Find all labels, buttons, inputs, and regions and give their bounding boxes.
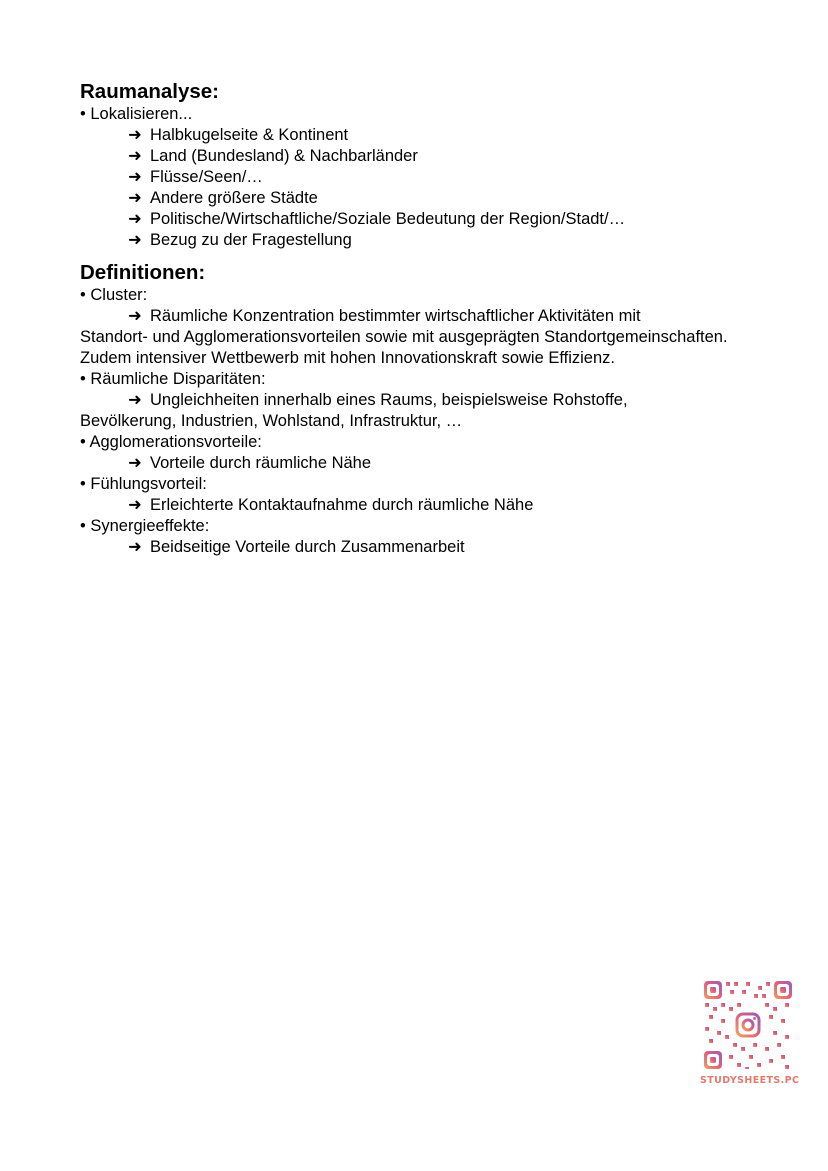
arrow-icon: ➜	[128, 454, 142, 472]
instagram-qr-icon	[702, 979, 794, 1071]
definition-term-agglomerationsvorteile: • Agglomerationsvorteile:	[80, 433, 262, 451]
definition-text-disparitaeten: ➜ Ungleichheiten innerhalb eines Raums, beispielsweise Rohstoffe, Bevölkerung, Industrien, Wohlstand, Infrastruktur, …	[80, 391, 628, 430]
definition-text-cluster: ➜ Räumliche Konzentration bestimmter wirtschaftlicher Aktivitäten mit Standort- und Agglomerationsvorteilen sowie mit ausgeprägten Standortgemeinschaften. Zudem intensiver Wettbewerb mit hohen Innovationskraft sowie Effizienz.	[80, 307, 728, 367]
list-item: ➜ Bezug zu der Fragestellung	[128, 231, 352, 249]
bullet-symbol: •	[80, 105, 86, 123]
definition-term-cluster: • Cluster:	[80, 286, 148, 304]
list-item: ➜ Land (Bundesland) & Nachbarländer	[128, 147, 418, 165]
arrow-icon: ➜	[128, 496, 142, 514]
arrow-icon: ➜	[128, 189, 142, 207]
list-item: ➜ Andere größere Städte	[128, 189, 318, 207]
arrow-icon: ➜	[128, 126, 142, 144]
watermark	[700, 979, 800, 1086]
arrow-icon: ➜	[128, 168, 142, 186]
list-item: ➜ Halbkugelseite & Kontinent	[128, 126, 349, 144]
bullet-symbol: •	[80, 517, 86, 535]
bullet-text: Lokalisieren...	[90, 105, 193, 123]
list-item: ➜ Politische/Wirtschaftliche/Soziale Bedeutung der Region/Stadt/…	[128, 210, 626, 228]
definition-term-disparitaeten: • Räumliche Disparitäten:	[80, 370, 266, 388]
arrow-icon: ➜	[128, 210, 142, 228]
arrow-icon: ➜	[128, 307, 142, 325]
watermark-label: STUDYSHEETS.PC	[700, 1075, 800, 1086]
bullet-symbol: •	[80, 286, 86, 304]
definition-text-fuehlungsvorteil: ➜ Erleichterte Kontaktaufnahme durch räumliche Nähe	[128, 496, 534, 514]
list-item: ➜ Flüsse/Seen/…	[128, 168, 263, 186]
arrow-icon: ➜	[128, 147, 142, 165]
bullet-symbol: •	[80, 433, 86, 451]
arrow-icon: ➜	[128, 538, 142, 556]
bullet-item-lokalisieren	[80, 104, 780, 125]
bullet-symbol: •	[80, 475, 86, 493]
definition-term-fuehlungsvorteil: • Fühlungsvorteil:	[80, 475, 207, 493]
section-heading-raumanalyse: Raumanalyse:	[80, 80, 220, 103]
definition-text-synergieeffekte: ➜ Beidseitige Vorteile durch Zusammenarbeit	[128, 538, 465, 556]
bullet-symbol: •	[80, 370, 86, 388]
arrow-icon: ➜	[128, 231, 142, 249]
definition-text-agglomerationsvorteile: ➜ Vorteile durch räumliche Nähe	[128, 454, 372, 472]
definition-term-synergieeffekte: • Synergieeffekte:	[80, 517, 210, 535]
arrow-icon: ➜	[128, 391, 142, 409]
document-page	[80, 80, 780, 558]
section-heading-definitionen: Definitionen:	[80, 261, 206, 284]
